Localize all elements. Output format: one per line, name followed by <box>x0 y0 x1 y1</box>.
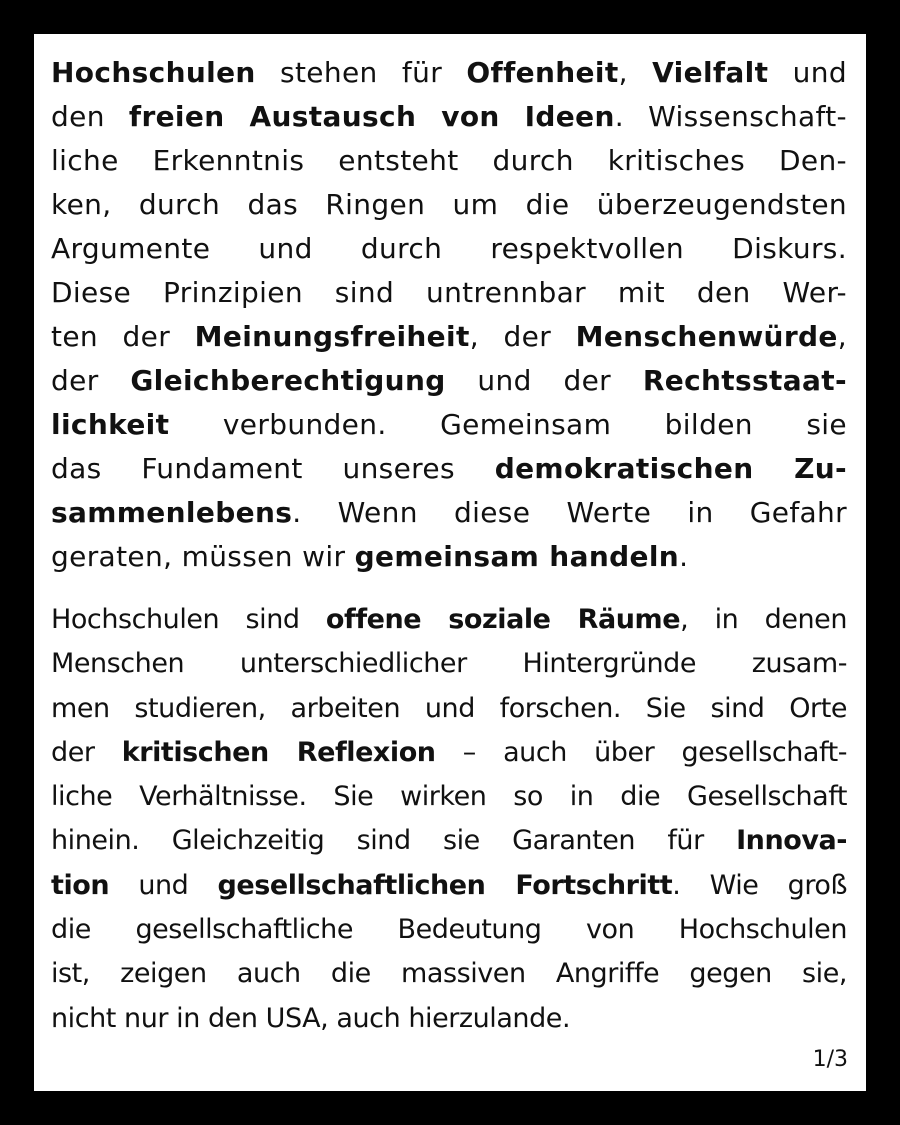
text-run: , <box>618 56 653 89</box>
bold-run: lichkeit <box>51 408 170 441</box>
bold-run: Gleichberechtigung <box>130 364 446 397</box>
bold-run: Rechtsstaat- <box>642 364 847 397</box>
line <box>51 952 847 996</box>
line <box>51 819 847 863</box>
text-run: Hochschulen sind <box>51 604 326 635</box>
line <box>51 491 847 535</box>
text-run: und der <box>445 364 643 397</box>
bold-run: gemeinsam handeln <box>354 540 680 573</box>
text-run: der <box>51 736 122 768</box>
line <box>51 183 847 227</box>
bold-run: Meinungsfreiheit <box>194 320 470 353</box>
text-run: ist, zeigen auch die massiven Angriffe gegen sie, <box>51 958 847 990</box>
text-run: Diese Prinzipien sind untrennbar mit den Wer- <box>51 276 847 309</box>
text-run: ken, durch das Ringen um die überzeugendsten <box>51 188 847 221</box>
bold-run: sammenlebens <box>51 496 293 529</box>
text-run: nicht nur in den USA, auch hierzulande. <box>51 1002 571 1034</box>
line <box>51 403 847 447</box>
bold-run: offene soziale Räume <box>325 604 681 635</box>
text-run: liche Erkenntnis entsteht durch kritisches Den- <box>51 144 847 177</box>
text-run: , <box>837 320 847 353</box>
text-run: . Wissenschaft- <box>614 100 847 133</box>
bold-run: Menschenwürde <box>575 320 838 353</box>
line <box>51 315 847 359</box>
text-run: – auch über gesellschaft- <box>435 736 847 768</box>
bold-run: Innova- <box>736 825 847 857</box>
text-run: den <box>51 100 129 133</box>
line <box>51 139 847 183</box>
text-run: und <box>768 56 847 89</box>
text-run: Menschen unterschiedlicher Hintergründe zusam- <box>51 648 847 680</box>
text-card <box>34 34 866 1091</box>
text-run: Argumente und durch respektvollen Diskurs. <box>51 232 847 265</box>
bold-run: gesellschaftlichen Fortschritt <box>217 869 673 901</box>
line <box>51 51 847 95</box>
line <box>51 775 847 819</box>
page-indicator: 1/3 <box>812 1047 848 1072</box>
line <box>51 997 847 1041</box>
line <box>51 95 847 139</box>
text-run: und <box>109 869 218 901</box>
text-run: der <box>51 364 131 397</box>
line <box>51 227 847 271</box>
text-run: ten der <box>51 320 195 353</box>
line <box>51 447 847 491</box>
text-run: liche Verhältnisse. Sie wirken so in die Gesellschaft <box>51 781 847 813</box>
text-run: die gesellschaftliche Bedeutung von Hochschulen <box>51 914 847 946</box>
text-run: hinein. Gleichzeitig sind sie Garanten für <box>51 825 737 857</box>
bold-run: freien Austausch von Ideen <box>128 100 615 133</box>
line <box>51 731 847 775</box>
bold-run: demokratischen Zu- <box>494 452 847 485</box>
line <box>51 908 847 952</box>
text-run: geraten, müssen wir <box>51 540 355 573</box>
paragraph-1 <box>51 51 847 579</box>
text-run: . Wenn diese Werte in Gefahr <box>292 496 847 529</box>
line <box>51 598 847 642</box>
bold-run: Hochschulen <box>51 56 256 89</box>
text-run: men studieren, arbeiten und forschen. Sie sind Orte <box>51 692 847 724</box>
text-run: . <box>679 540 689 573</box>
text-run: stehen für <box>255 56 467 89</box>
bold-run: kritischen Reflexion <box>121 736 436 768</box>
bold-run: Vielfalt <box>652 56 769 89</box>
line <box>51 271 847 315</box>
line <box>51 535 847 579</box>
text-run: , in denen <box>680 604 847 635</box>
text-run: verbunden. Gemeinsam bilden sie <box>169 408 847 441</box>
text-run: , der <box>469 320 576 353</box>
bold-run: tion <box>51 869 110 901</box>
text-run: das Fundament unseres <box>51 452 495 485</box>
line <box>51 687 847 731</box>
bold-run: Offenheit <box>466 56 619 89</box>
line <box>51 864 847 908</box>
text-run: . Wie groß <box>672 869 847 901</box>
line <box>51 642 847 686</box>
paragraph-2 <box>51 598 847 1041</box>
line <box>51 359 847 403</box>
